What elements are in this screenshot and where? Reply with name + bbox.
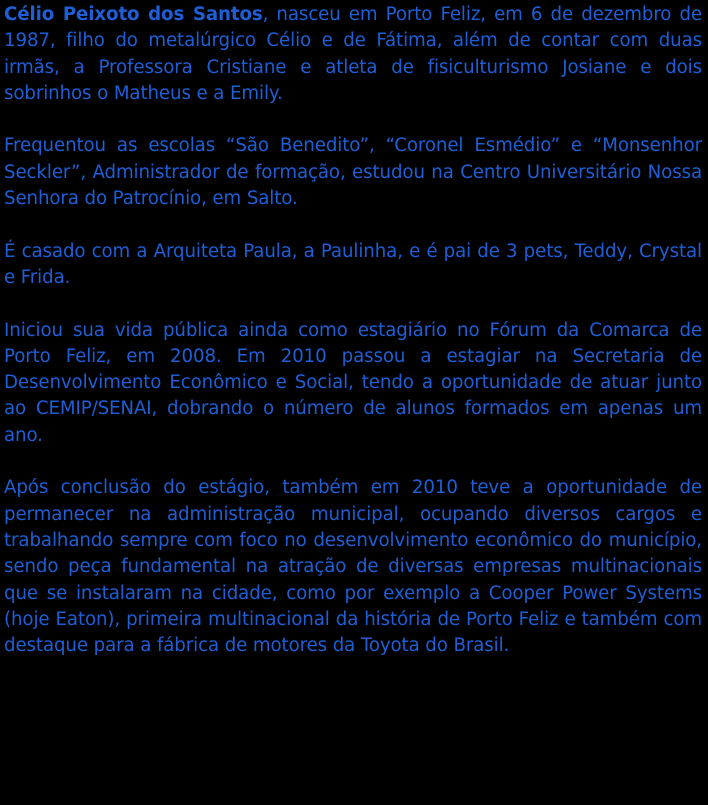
bio-paragraph-education: Frequentou as escolas “São Benedito”, “Coronel Esmédio” e “Monsenhor Seckler”, Administrador de formação, estudou na Centro Universitário Nossa Senhora do Patrocínio, em Salto. — [4, 135, 702, 210]
bio-paragraph-birth — [4, 2, 702, 107]
bio-paragraph-public-life: Iniciou sua vida pública ainda como estagiário no Fórum da Comarca de Porto Feliz, em 2008. Em 2010 passou a estagiar na Secretaria de Desenvolvimento Econômico e Social, tendo a oportunidade de atuar junto ao CEMIP/SENAI, dobrando o número de alunos formados em apenas um ano. — [4, 319, 702, 446]
bio-paragraph-family: É casado com a Arquiteta Paula, a Paulinha, e é pai de 3 pets, Teddy, Crystal e Frida. — [4, 240, 702, 288]
person-name: Célio Peixoto dos Santos — [4, 4, 263, 25]
bio-paragraph-career: Após conclusão do estágio, também em 2010 teve a oportunidade de permanecer na administração municipal, ocupando diversos cargos e trabalhando sempre com foco no desenvolvimento econômico do município, sendo peça fundamental na atração de diversas empresas multinacionais que se instalaram na cidade, como por exemplo a Cooper Power Systems (hoje Eaton), primeira multinacional da história de Porto Feliz e também com destaque para a fábrica de motores da Toyota do Brasil. — [4, 477, 702, 657]
biography-text — [4, 2, 702, 659]
bio-paragraph-birth-text: , nasceu em Porto Feliz, em 6 de dezembro de 1987, filho do metalúrgico Célio e de Fátima, além de contar com duas irmãs, a Professora Cristiane e atleta de fisiculturismo Josiane e dois sobrinhos o Matheus e a Emily. — [4, 4, 702, 104]
